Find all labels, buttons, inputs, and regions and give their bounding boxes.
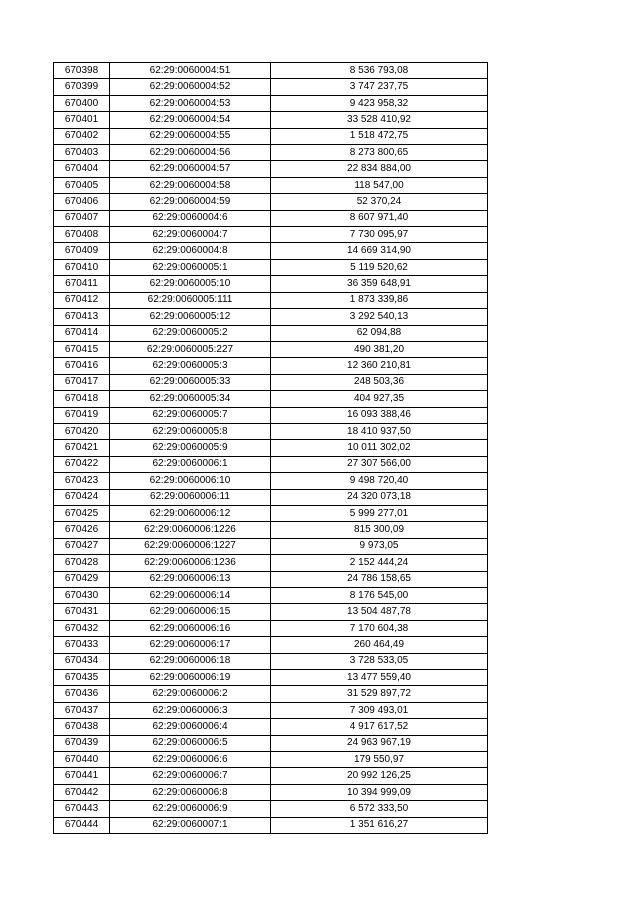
row-number-cell: 670423 <box>54 473 110 489</box>
cadastral-value-cell: 24 320 073,18 <box>271 489 488 505</box>
row-number-cell: 670420 <box>54 423 110 439</box>
table-row <box>54 538 488 554</box>
cadastral-value-cell: 8 273 800,65 <box>271 145 488 161</box>
cadastral-number-cell: 62:29:0060006:1227 <box>110 538 271 554</box>
table-row <box>54 555 488 571</box>
table-row <box>54 95 488 111</box>
table-row <box>54 358 488 374</box>
cadastral-number-cell: 62:29:0060004:7 <box>110 227 271 243</box>
table-row <box>54 374 488 390</box>
row-number-cell: 670413 <box>54 309 110 325</box>
table-row <box>54 801 488 817</box>
cadastral-value-cell: 13 504 487,78 <box>271 604 488 620</box>
cadastral-number-cell: 62:29:0060006:3 <box>110 702 271 718</box>
cadastral-value-cell: 118 547,00 <box>271 177 488 193</box>
row-number-cell: 670440 <box>54 752 110 768</box>
table-row <box>54 423 488 439</box>
cadastral-number-cell: 62:29:0060004:54 <box>110 112 271 128</box>
cadastral-value-cell: 24 786 158,65 <box>271 571 488 587</box>
cadastral-value-cell: 815 300,09 <box>271 522 488 538</box>
cadastral-number-cell: 62:29:0060006:10 <box>110 473 271 489</box>
cadastral-number-cell: 62:29:0060006:1 <box>110 456 271 472</box>
cadastral-number-cell: 62:29:0060004:56 <box>110 145 271 161</box>
cadastral-value-cell: 260 464,49 <box>271 637 488 653</box>
cadastral-number-cell: 62:29:0060004:8 <box>110 243 271 259</box>
row-number-cell: 670407 <box>54 210 110 226</box>
row-number-cell: 670417 <box>54 374 110 390</box>
table-row <box>54 670 488 686</box>
table-row <box>54 227 488 243</box>
row-number-cell: 670438 <box>54 719 110 735</box>
row-number-cell: 670421 <box>54 440 110 456</box>
cadastral-number-cell: 62:29:0060006:7 <box>110 768 271 784</box>
table-row <box>54 604 488 620</box>
row-number-cell: 670428 <box>54 555 110 571</box>
cadastral-value-cell: 10 394 999,09 <box>271 784 488 800</box>
cadastral-number-cell: 62:29:0060005:111 <box>110 292 271 308</box>
cadastral-value-cell: 8 536 793,08 <box>271 63 488 79</box>
cadastral-value-cell: 3 292 540,13 <box>271 309 488 325</box>
table-row <box>54 79 488 95</box>
row-number-cell: 670412 <box>54 292 110 308</box>
cadastral-value-cell: 12 360 210,81 <box>271 358 488 374</box>
cadastral-value-cell: 8 176 545,00 <box>271 588 488 604</box>
row-number-cell: 670442 <box>54 784 110 800</box>
row-number-cell: 670439 <box>54 735 110 751</box>
row-number-cell: 670418 <box>54 391 110 407</box>
row-number-cell: 670402 <box>54 128 110 144</box>
cadastral-value-cell: 33 528 410,92 <box>271 112 488 128</box>
cadastral-number-cell: 62:29:0060006:13 <box>110 571 271 587</box>
table-row <box>54 702 488 718</box>
table-row <box>54 292 488 308</box>
row-number-cell: 670404 <box>54 161 110 177</box>
row-number-cell: 670403 <box>54 145 110 161</box>
cadastral-number-cell: 62:29:0060005:3 <box>110 358 271 374</box>
table-row <box>54 571 488 587</box>
table-row <box>54 637 488 653</box>
table-body <box>54 63 488 834</box>
cadastral-value-cell: 248 503,36 <box>271 374 488 390</box>
cadastral-number-cell: 62:29:0060006:8 <box>110 784 271 800</box>
table-row <box>54 341 488 357</box>
table-row <box>54 784 488 800</box>
table-row <box>54 752 488 768</box>
cadastral-value-cell: 3 728 533,05 <box>271 653 488 669</box>
row-number-cell: 670436 <box>54 686 110 702</box>
row-number-cell: 670405 <box>54 177 110 193</box>
table-row <box>54 112 488 128</box>
cadastral-number-cell: 62:29:0060006:5 <box>110 735 271 751</box>
cadastral-value-cell: 9 973,05 <box>271 538 488 554</box>
cadastral-number-cell: 62:29:0060006:9 <box>110 801 271 817</box>
table-row <box>54 588 488 604</box>
row-number-cell: 670398 <box>54 63 110 79</box>
cadastral-value-cell: 31 529 897,72 <box>271 686 488 702</box>
cadastral-value-cell: 52 370,24 <box>271 194 488 210</box>
table-row <box>54 686 488 702</box>
cadastral-number-cell: 62:29:0060006:11 <box>110 489 271 505</box>
cadastral-value-cell: 490 381,20 <box>271 341 488 357</box>
cadastral-value-cell: 8 607 971,40 <box>271 210 488 226</box>
row-number-cell: 670416 <box>54 358 110 374</box>
table-row <box>54 243 488 259</box>
cadastral-number-cell: 62:29:0060006:18 <box>110 653 271 669</box>
cadastral-value-cell: 179 550,97 <box>271 752 488 768</box>
cadastral-number-cell: 62:29:0060005:7 <box>110 407 271 423</box>
table-row <box>54 276 488 292</box>
cadastral-value-cell: 24 963 967,19 <box>271 735 488 751</box>
row-number-cell: 670400 <box>54 95 110 111</box>
cadastral-value-cell: 20 992 126,25 <box>271 768 488 784</box>
cadastral-value-cell: 18 410 937,50 <box>271 423 488 439</box>
row-number-cell: 670437 <box>54 702 110 718</box>
cadastral-value-table <box>53 62 488 834</box>
cadastral-number-cell: 62:29:0060006:16 <box>110 620 271 636</box>
cadastral-value-cell: 6 572 333,50 <box>271 801 488 817</box>
row-number-cell: 670434 <box>54 653 110 669</box>
cadastral-value-cell: 27 307 566,00 <box>271 456 488 472</box>
cadastral-number-cell: 62:29:0060005:34 <box>110 391 271 407</box>
row-number-cell: 670426 <box>54 522 110 538</box>
cadastral-value-cell: 14 669 314,90 <box>271 243 488 259</box>
cadastral-number-cell: 62:29:0060006:6 <box>110 752 271 768</box>
row-number-cell: 670401 <box>54 112 110 128</box>
row-number-cell: 670441 <box>54 768 110 784</box>
row-number-cell: 670410 <box>54 259 110 275</box>
table-row <box>54 817 488 833</box>
cadastral-value-cell: 62 094,88 <box>271 325 488 341</box>
table-row <box>54 145 488 161</box>
cadastral-number-cell: 62:29:0060006:1226 <box>110 522 271 538</box>
row-number-cell: 670432 <box>54 620 110 636</box>
cadastral-number-cell: 62:29:0060004:58 <box>110 177 271 193</box>
cadastral-number-cell: 62:29:0060004:59 <box>110 194 271 210</box>
table-row <box>54 653 488 669</box>
row-number-cell: 670427 <box>54 538 110 554</box>
cadastral-number-cell: 62:29:0060005:12 <box>110 309 271 325</box>
table-row <box>54 325 488 341</box>
table-row <box>54 177 488 193</box>
table-row <box>54 473 488 489</box>
cadastral-value-cell: 22 834 884,00 <box>271 161 488 177</box>
cadastral-value-cell: 1 518 472,75 <box>271 128 488 144</box>
row-number-cell: 670424 <box>54 489 110 505</box>
table-row <box>54 210 488 226</box>
cadastral-number-cell: 62:29:0060006:15 <box>110 604 271 620</box>
row-number-cell: 670409 <box>54 243 110 259</box>
table-row <box>54 128 488 144</box>
table-row <box>54 407 488 423</box>
table-row <box>54 259 488 275</box>
table-row <box>54 63 488 79</box>
table-row <box>54 194 488 210</box>
cadastral-number-cell: 62:29:0060005:2 <box>110 325 271 341</box>
cadastral-number-cell: 62:29:0060004:51 <box>110 63 271 79</box>
row-number-cell: 670411 <box>54 276 110 292</box>
cadastral-number-cell: 62:29:0060006:4 <box>110 719 271 735</box>
row-number-cell: 670399 <box>54 79 110 95</box>
row-number-cell: 670414 <box>54 325 110 341</box>
row-number-cell: 670415 <box>54 341 110 357</box>
cadastral-number-cell: 62:29:0060006:12 <box>110 505 271 521</box>
table-row <box>54 768 488 784</box>
cadastral-value-cell: 7 170 604,38 <box>271 620 488 636</box>
cadastral-value-cell: 5 119 520,62 <box>271 259 488 275</box>
table-row <box>54 735 488 751</box>
cadastral-number-cell: 62:29:0060005:9 <box>110 440 271 456</box>
cadastral-value-cell: 9 498 720,40 <box>271 473 488 489</box>
cadastral-number-cell: 62:29:0060005:227 <box>110 341 271 357</box>
cadastral-value-cell: 36 359 648,91 <box>271 276 488 292</box>
cadastral-value-cell: 7 309 493,01 <box>271 702 488 718</box>
row-number-cell: 670422 <box>54 456 110 472</box>
cadastral-number-cell: 62:29:0060004:52 <box>110 79 271 95</box>
cadastral-number-cell: 62:29:0060004:55 <box>110 128 271 144</box>
cadastral-value-cell: 2 152 444,24 <box>271 555 488 571</box>
cadastral-number-cell: 62:29:0060006:19 <box>110 670 271 686</box>
cadastral-value-cell: 10 011 302,02 <box>271 440 488 456</box>
cadastral-number-cell: 62:29:0060004:6 <box>110 210 271 226</box>
table-row <box>54 505 488 521</box>
cadastral-number-cell: 62:29:0060006:1236 <box>110 555 271 571</box>
cadastral-number-cell: 62:29:0060004:57 <box>110 161 271 177</box>
cadastral-value-cell: 1 873 339,86 <box>271 292 488 308</box>
cadastral-number-cell: 62:29:0060005:8 <box>110 423 271 439</box>
cadastral-number-cell: 62:29:0060005:10 <box>110 276 271 292</box>
row-number-cell: 670425 <box>54 505 110 521</box>
cadastral-number-cell: 62:29:0060004:53 <box>110 95 271 111</box>
cadastral-number-cell: 62:29:0060005:1 <box>110 259 271 275</box>
cadastral-number-cell: 62:29:0060005:33 <box>110 374 271 390</box>
cadastral-value-cell: 13 477 559,40 <box>271 670 488 686</box>
table-row <box>54 391 488 407</box>
cadastral-value-cell: 5 999 277,01 <box>271 505 488 521</box>
cadastral-value-cell: 3 747 237,75 <box>271 79 488 95</box>
row-number-cell: 670430 <box>54 588 110 604</box>
row-number-cell: 670433 <box>54 637 110 653</box>
cadastral-number-cell: 62:29:0060006:17 <box>110 637 271 653</box>
cadastral-value-cell: 9 423 958,32 <box>271 95 488 111</box>
table-row <box>54 440 488 456</box>
cadastral-value-cell: 16 093 388,46 <box>271 407 488 423</box>
cadastral-number-cell: 62:29:0060006:2 <box>110 686 271 702</box>
row-number-cell: 670435 <box>54 670 110 686</box>
cadastral-value-cell: 404 927,35 <box>271 391 488 407</box>
cadastral-number-cell: 62:29:0060007:1 <box>110 817 271 833</box>
cadastral-value-cell: 1 351 616,27 <box>271 817 488 833</box>
row-number-cell: 670419 <box>54 407 110 423</box>
row-number-cell: 670406 <box>54 194 110 210</box>
table-row <box>54 719 488 735</box>
cadastral-value-cell: 7 730 095,97 <box>271 227 488 243</box>
row-number-cell: 670431 <box>54 604 110 620</box>
row-number-cell: 670429 <box>54 571 110 587</box>
row-number-cell: 670443 <box>54 801 110 817</box>
table-row <box>54 620 488 636</box>
table-row <box>54 161 488 177</box>
table-row <box>54 456 488 472</box>
table-row <box>54 309 488 325</box>
table-row <box>54 489 488 505</box>
cadastral-number-cell: 62:29:0060006:14 <box>110 588 271 604</box>
cadastral-value-cell: 4 917 617,52 <box>271 719 488 735</box>
table-row <box>54 522 488 538</box>
row-number-cell: 670408 <box>54 227 110 243</box>
row-number-cell: 670444 <box>54 817 110 833</box>
